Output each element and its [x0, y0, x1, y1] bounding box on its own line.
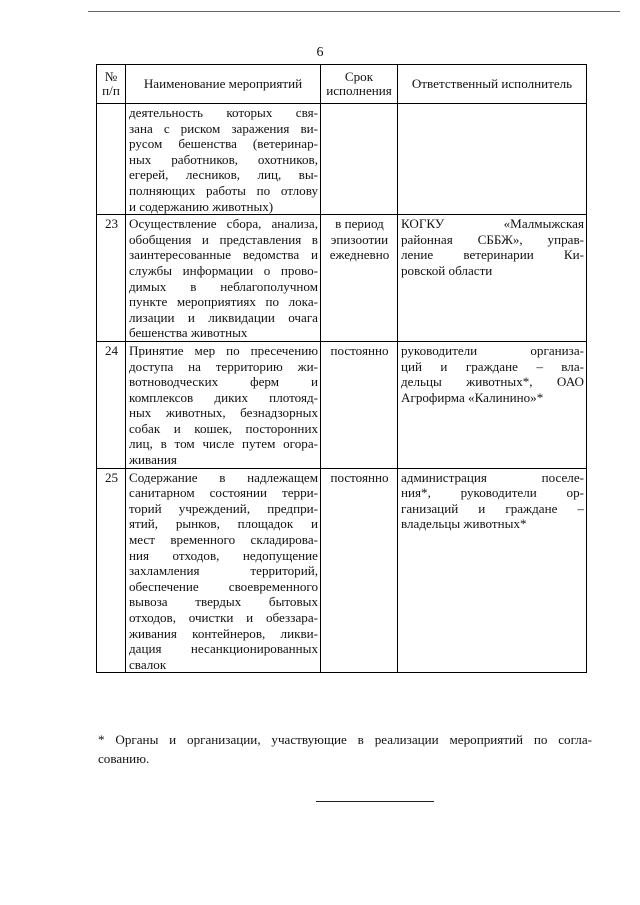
text-line: Агрофирма «Калинино»* — [401, 389, 544, 405]
text-line: комплексов диких плотояд- — [129, 389, 318, 405]
text-line: КОГКУ «Малмыжская — [401, 216, 584, 232]
text-line: ных животных, безнадзорных — [129, 405, 318, 421]
text-line: торий учреждений, предпри- — [129, 500, 318, 516]
text-line: полняющих работы по отлову — [129, 182, 318, 198]
text-line: живания контейнеров, ликви- — [129, 625, 318, 641]
cell-num — [97, 104, 126, 215]
text-line: санитарном состоянии терри- — [129, 485, 318, 501]
text-line: ежедневно — [329, 247, 390, 263]
text-line: мест временного складирова- — [129, 532, 318, 548]
text-line: руководители организа- — [401, 342, 584, 358]
text-line: владельцы животных* — [401, 516, 527, 532]
text-line: ление ветеринарии Ки- — [401, 247, 584, 263]
text-line: свалок — [129, 656, 167, 672]
text-line: ровской области — [401, 262, 493, 278]
text-line: обеспечение своевременного — [129, 578, 318, 594]
cell-name — [126, 215, 321, 342]
footnote-line: сованию. — [98, 751, 150, 766]
text-line: заинтересованные ведомства и — [129, 247, 318, 263]
table-row — [97, 341, 587, 468]
text-line: бешенства животных — [129, 325, 248, 341]
table-row — [97, 215, 587, 342]
cell-term — [321, 468, 398, 673]
text-line: русом бешенства (ветеринар- — [129, 136, 318, 152]
cell-num: 25 — [97, 468, 126, 673]
text-line: постоянно — [330, 342, 389, 358]
text-line: Принятие мер по пресечению — [129, 342, 318, 358]
text-line: Осуществление сбора, анализа, — [129, 216, 318, 232]
text-line: дельцы животных*, ОАО — [401, 374, 584, 390]
text-line: живания — [129, 452, 177, 468]
text-line: вывоза твердых бытовых — [129, 594, 318, 610]
cell-responsible — [398, 104, 587, 215]
text-line: собак и кошек, посторонних — [129, 420, 318, 436]
text-line: ных работников, охотников, — [129, 151, 318, 167]
measures-table — [96, 64, 587, 673]
text-line: обобщения и представления в — [129, 231, 318, 247]
cell-name — [126, 341, 321, 468]
header-num: № п/п — [97, 65, 126, 104]
cell-term — [321, 215, 398, 342]
cell-term — [321, 341, 398, 468]
text-line: ций и граждане – вла- — [401, 358, 584, 374]
cell-name — [126, 104, 321, 215]
table-row — [97, 468, 587, 673]
footnote — [98, 730, 592, 768]
text-line: егерей, лесников, лиц, вы- — [129, 167, 318, 183]
table-header-row — [97, 65, 587, 104]
text-line: Содержание в надлежащем — [129, 469, 318, 485]
closing-rule — [316, 801, 434, 802]
text-line: захламления территорий, — [129, 563, 318, 579]
cell-term — [321, 104, 398, 215]
text-line: пункте мероприятиях по лока- — [129, 294, 318, 310]
text-line: и содержанию животных) — [129, 198, 274, 214]
text-line: постоянно — [330, 469, 389, 485]
cell-num: 23 — [97, 215, 126, 342]
text-line: вотноводческих ферм и — [129, 374, 318, 390]
cell-responsible — [398, 468, 587, 673]
cell-responsible — [398, 215, 587, 342]
cell-num: 24 — [97, 341, 126, 468]
top-border-line — [88, 11, 620, 12]
header-responsible: Ответственный исполнитель — [398, 65, 587, 104]
text-line: в период — [335, 216, 384, 232]
page-number: 6 — [316, 45, 324, 60]
table-row-continuation — [97, 104, 587, 215]
text-line: ятий, рынков, площадок и — [129, 516, 318, 532]
cell-responsible — [398, 341, 587, 468]
footnote-line: * Органы и организации, участвующие в реализации мероприятий по согла- — [98, 732, 592, 747]
cell-name — [126, 468, 321, 673]
text-line: отходов, очистки и обеззара- — [129, 610, 318, 625]
text-line: ганизаций и граждане – — [401, 500, 584, 516]
text-line: эпизоотии — [330, 231, 389, 247]
text-line: службы информации о прово- — [129, 262, 318, 278]
text-line: ния отходов, недопущение — [129, 547, 318, 563]
header-name: Наименование мероприятий — [126, 65, 321, 104]
text-line: лизации и ликвидации очага — [129, 309, 318, 325]
text-line: деятельность которых свя- — [129, 105, 318, 120]
text-line: лиц, в том числе путем огора- — [129, 436, 318, 452]
text-line: зана с риском заражения ви- — [129, 120, 318, 136]
text-line: дация несанкционированных — [129, 641, 318, 657]
table-body — [97, 104, 587, 673]
text-line: доступа на территорию жи- — [129, 358, 318, 374]
text-line: администрация поселе- — [401, 469, 584, 485]
text-line: димых в неблагополучном — [129, 278, 318, 294]
text-line: ния*, руководители ор- — [401, 485, 584, 501]
header-term: Срок исполнения — [321, 65, 398, 104]
text-line: районная СББЖ», управ- — [401, 231, 584, 247]
